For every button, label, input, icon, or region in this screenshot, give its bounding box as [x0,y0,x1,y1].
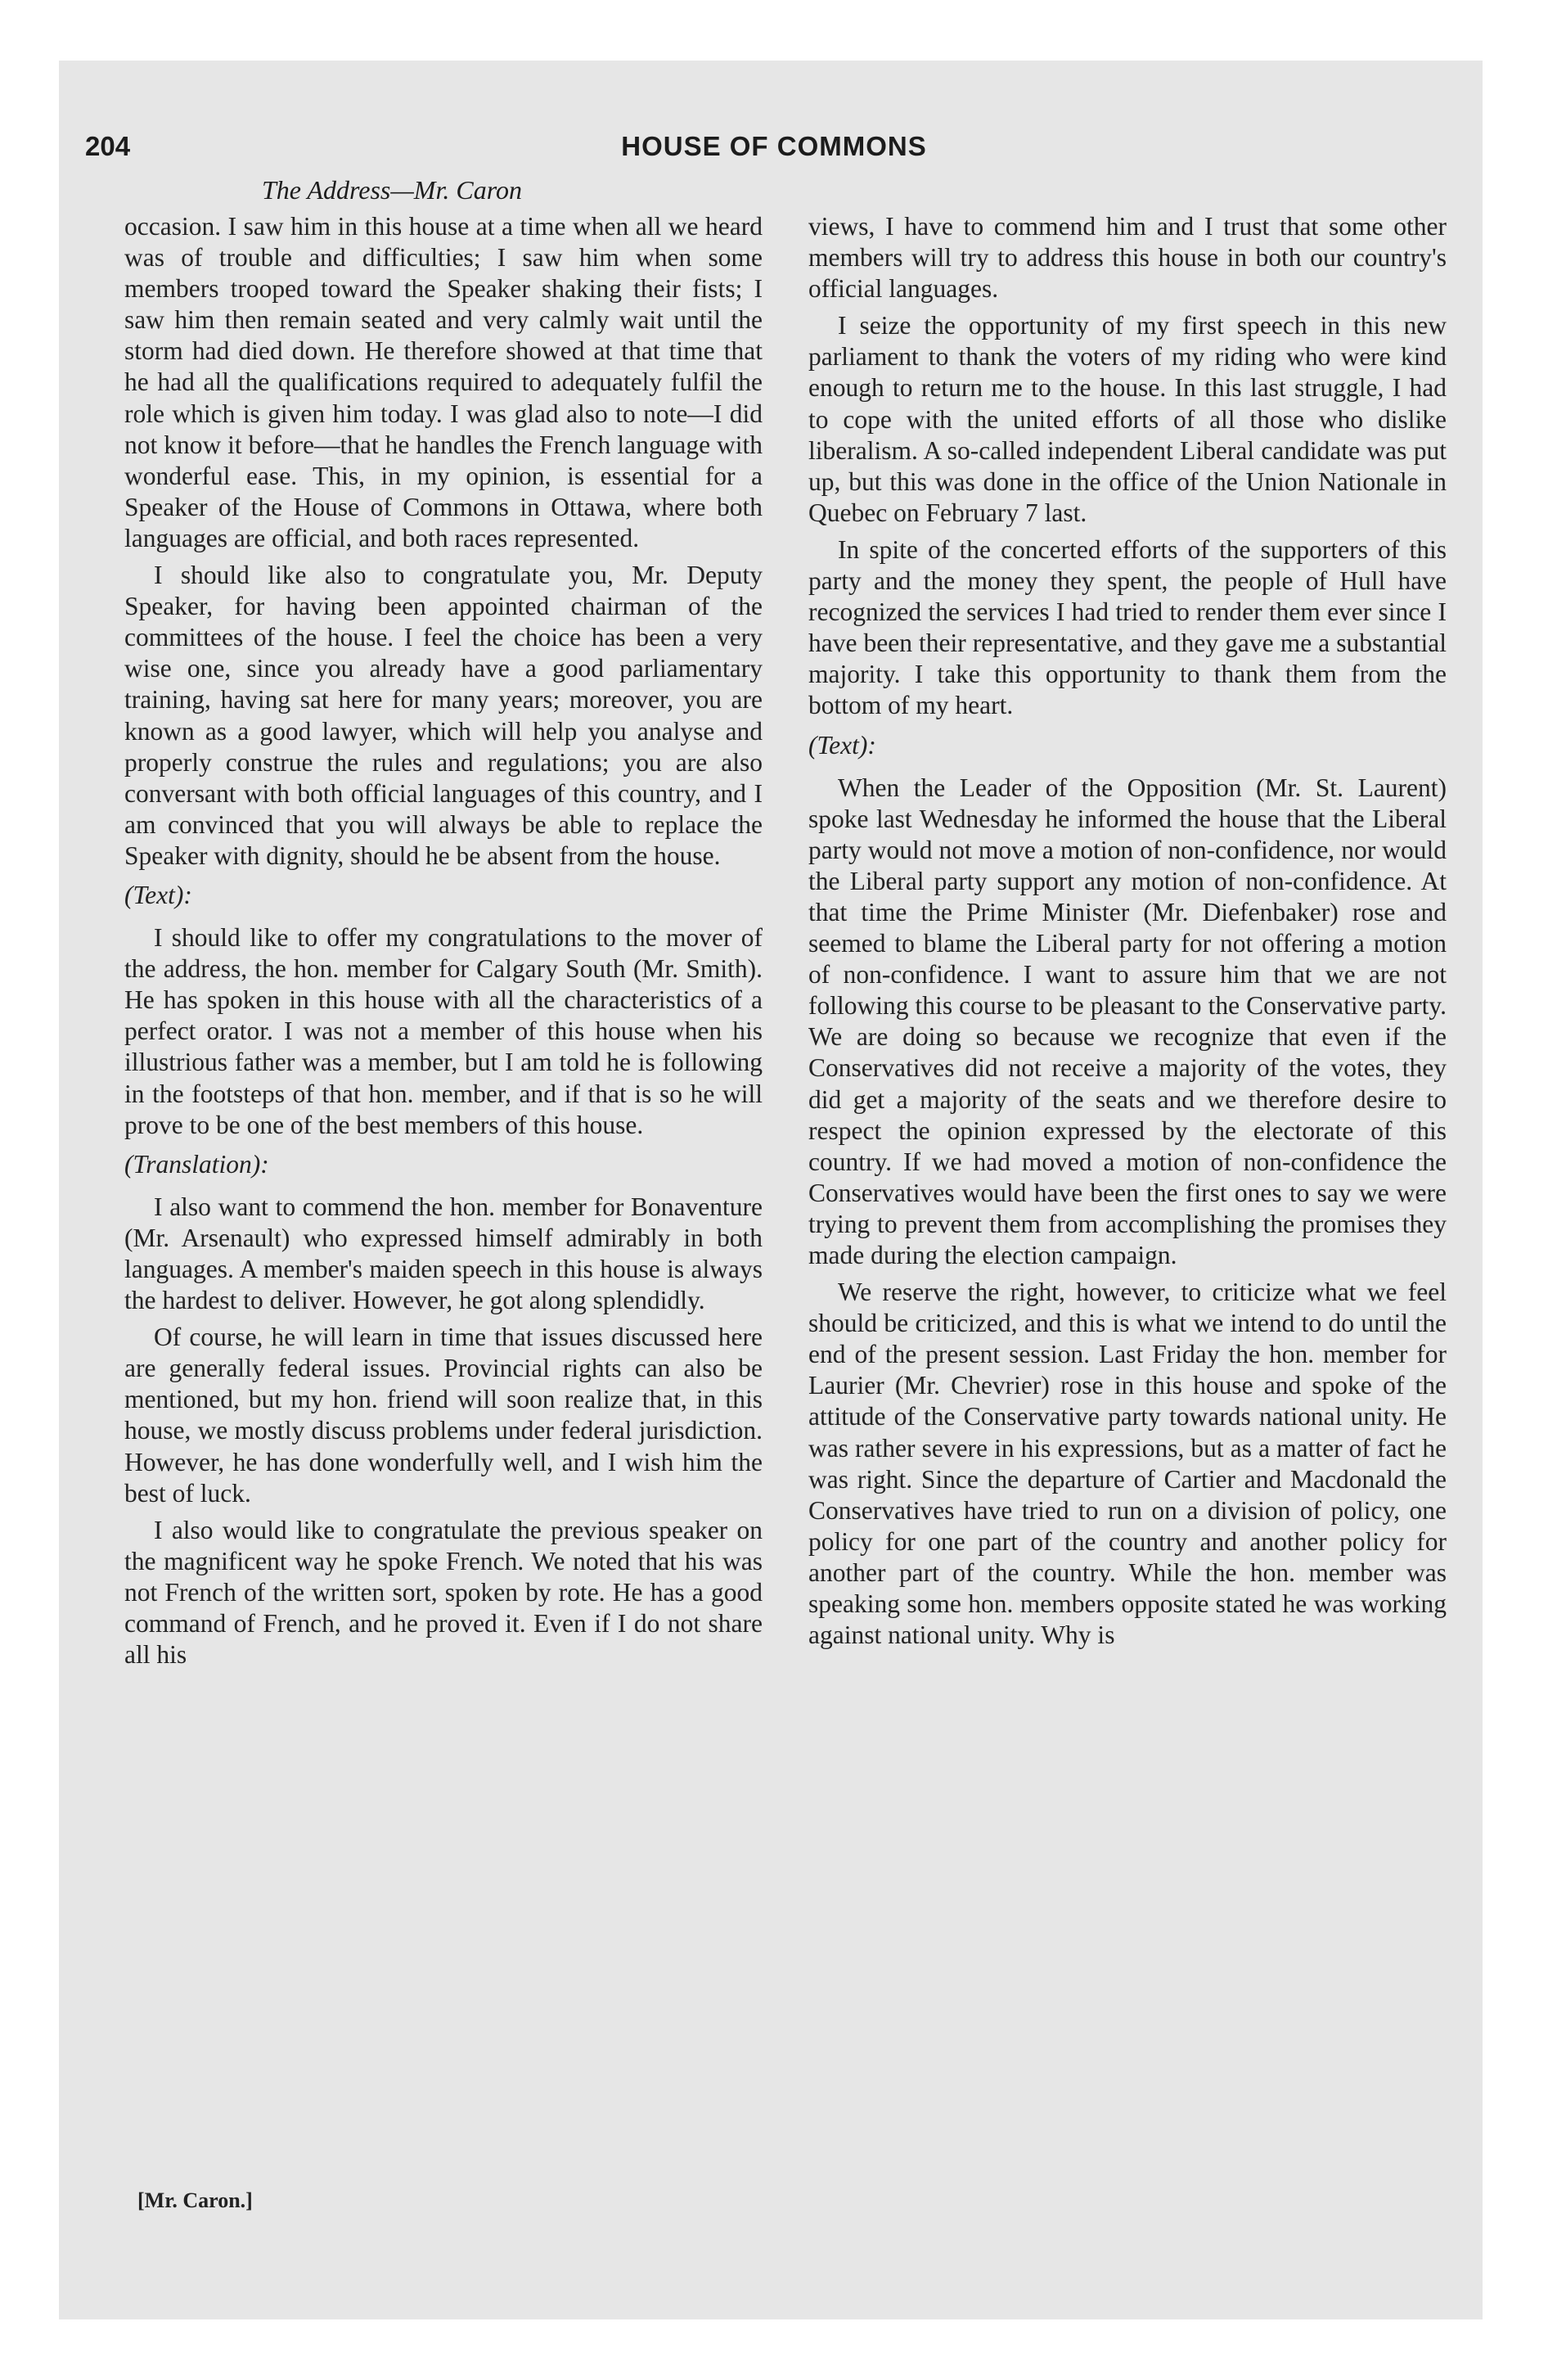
paragraph: occasion. I saw him in this house at a time when all we heard was of trouble and difficulties; I saw him when some members trooped toward the Speaker shaking their fists; I saw him then remain seated and very calmly wait until the storm had died down. He therefore showed at that time that he had all the qualifications required to adequately fulfil the role which is given him today. I was glad also to note—I did not know it before—that he handles the French language with wonderful ease. This, in my opinion, is essential for a Speaker of the House of Commons in Ottawa, where both languages are official, and both races represented. [124,212,763,552]
paragraph: I should like to offer my congratulations to the mover of the address, the hon. member for Calgary South (Mr. Smith). He has spoken in this house with all the characteristics of a perfect orator. I was not a member of this house when his illustrious father was a member, but I am told he is following in the footsteps of that hon. member, and if that is so he will prove to be one of the best members of this house. [124,923,763,1139]
section-heading: The Address—Mr. Caron [262,175,522,205]
paragraph: When the Leader of the Opposition (Mr. St. Laurent) spoke last Wednesday he informed the house that the Liberal party would not move a motion of non-confidence, nor would the Liberal party support any motion of non-confidence. At that time the Prime Minister (Mr. Diefenbaker) rose and seemed to blame the Liberal party for not offering a motion of non-confidence. I want to assure him that we are not following this course to be pleasant to the Conservative party. We are doing so because we recognize that even if the Conservatives did not receive a majority of the votes, they did get a majority of the seats and we therefore desire to respect the opinion expressed by the electorate of this country. If we had moved a motion of non-confidence the Conservatives would have been the first ones to say we were trying to prevent them from accomplishing the promises they made during the election campaign. [808,773,1447,1269]
running-head: HOUSE OF COMMONS [621,131,927,161]
paragraph: I should like also to congratulate you, Mr. Deputy Speaker, for having been appointed chairman of the committees of the house. I feel the choice has been a very wise one, since you already have a good parliamentary training, having sat here for many years; moreover, you are known as a good lawyer, which will help you analyse and properly construe the rules and regulations; you are also conversant with both official languages of this country, and I am convinced that you will always be able to replace the Speaker with dignity, should he be absent from the house. [124,561,763,870]
right-column [808,211,1447,1657]
language-label: (Translation): [124,1149,269,1179]
page-number: 204 [85,131,131,161]
paragraph: I also would like to congratulate the previous speaker on the magnificent way he spoke French. We noted that his was not French of the written sort, spoken by rote. He has a good command of French, and he proved it. Even if I do not share all his [124,1515,763,1670]
paragraph: I seize the opportunity of my first speech in this new parliament to thank the voters of my riding who were kind enough to return me to the house. In this last struggle, I had to cope with the united efforts of all those who dislike liberalism. A so-called independent Liberal candidate was put up, but this was done in the office of the Union Nationale in Quebec on February 7 last. [808,311,1447,527]
paragraph: In spite of the concerted efforts of the supporters of this party and the money they spent, the people of Hull have recognized the services I had tried to render them ever since I have been their representative, and they gave me a substantial majority. I take this opportunity to thank them from the bottom of my heart. [808,534,1447,720]
paragraph: We reserve the right, however, to criticize what we feel should be criticized, and this is what we intend to do until the end of the present session. Last Friday the hon. member for Laurier (Mr. Chevrier) rose in this house and spoke of the attitude of the Conservative party towards national unity. He was rather severe in his expressions, but as a matter of fact he was right. Since the departure of Cartier and Macdonald the Conservatives have tried to run on a division of policy, one policy for one part of the country and another policy for another part of the country. While the hon. member was speaking some hon. members opposite stated he was working against national unity. Why is [808,1278,1447,1650]
language-label: (Text): [124,880,192,909]
paragraph: I also want to commend the hon. member for Bonaventure (Mr. Arsenault) who expressed himself admirably in both languages. A member's maiden speech in this house is always the hardest to deliver. However, he got along splendidly. [124,1192,763,1315]
left-column [124,211,763,1676]
language-label: (Text): [808,730,876,760]
paragraph: Of course, he will learn in time that issues discussed here are generally federal issues. Provincial rights can also be mentioned, but my hon. friend will soon realize that, in this house, we mostly discuss problems under federal jurisdiction. However, he has done wonderfully well, and I wish him the best of luck. [124,1323,763,1508]
paragraph: views, I have to commend him and I trust that some other members will try to address this house in both our country's official languages. [808,212,1447,304]
speaker-footer: [Mr. Caron.] [137,2188,253,2212]
